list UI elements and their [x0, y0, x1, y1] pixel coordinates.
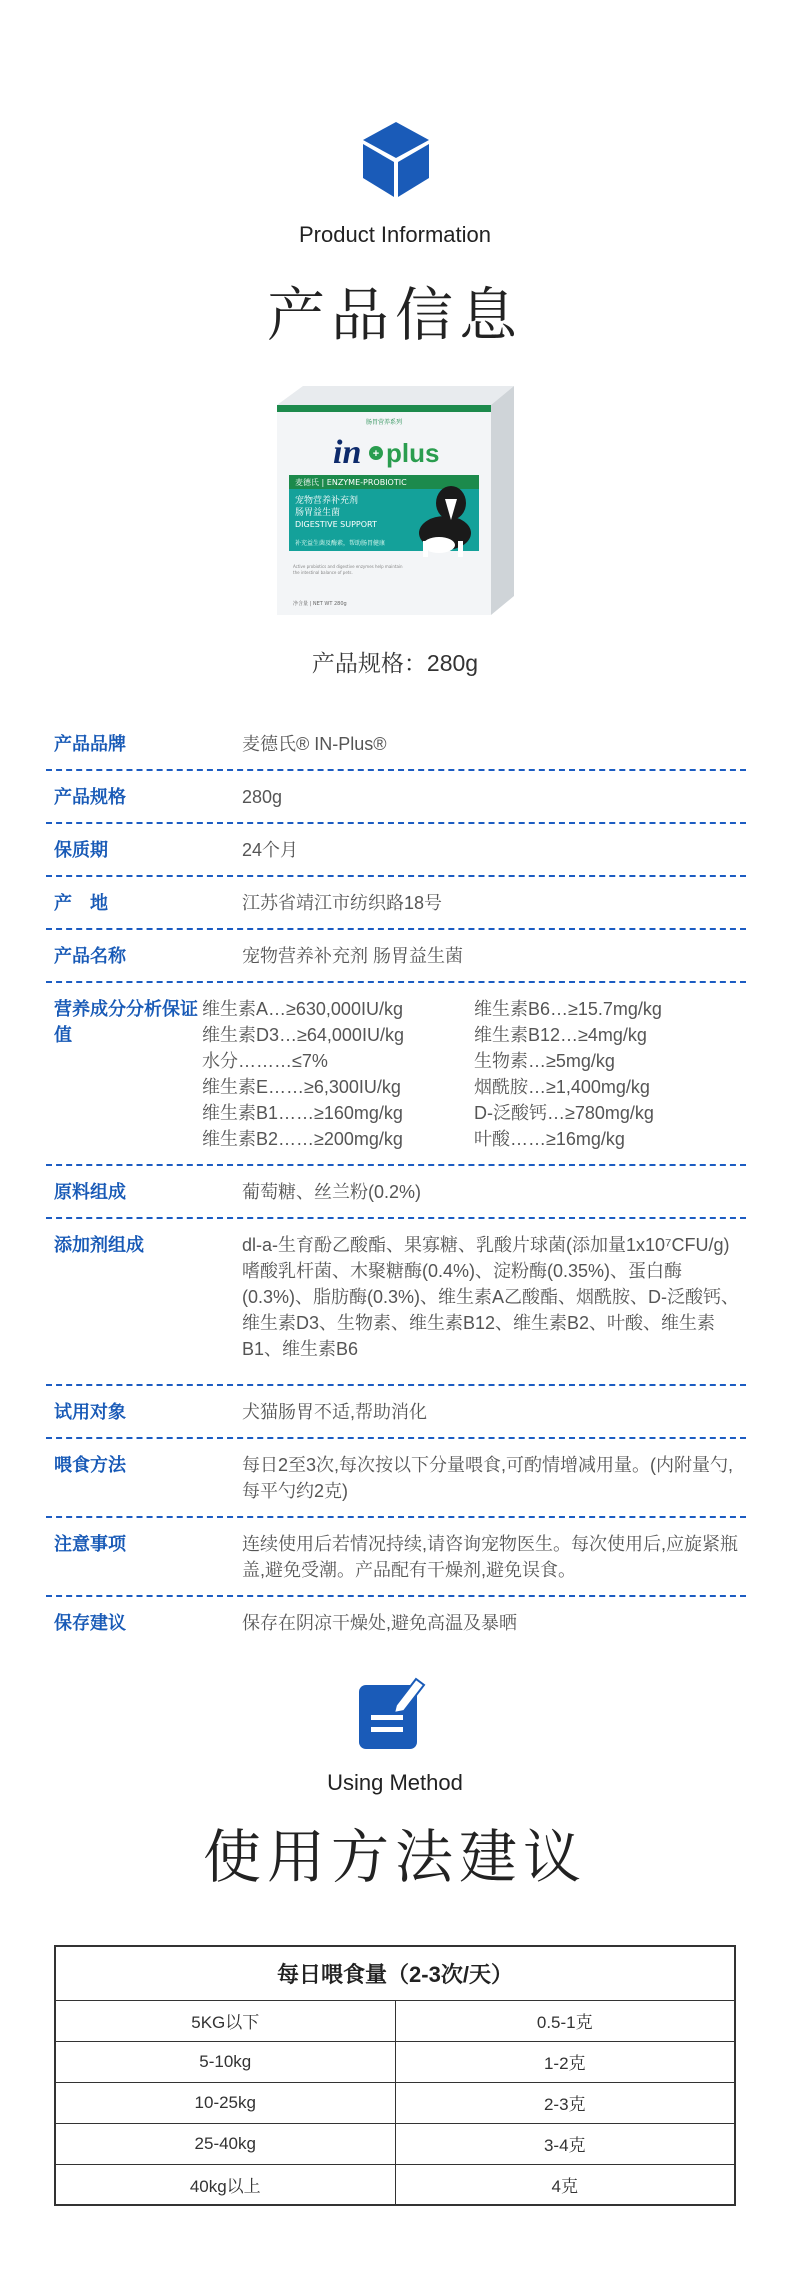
- amount-cell: 1-2克: [395, 2041, 735, 2082]
- svg-text:plus: plus: [386, 438, 440, 468]
- info-value: 每日2至3次,每次按以下分量喂食,可酌情增减用量。(内附量勺,每平勺约2克): [242, 1455, 734, 1501]
- info-label: 喂食方法: [54, 1455, 126, 1475]
- info-value: 麦德氏® IN-Plus®: [242, 734, 387, 754]
- info-label: 营养成分分析保证值: [54, 999, 198, 1045]
- info-label: 添加剂组成: [54, 1235, 144, 1255]
- svg-text:补充益生菌及酶素，帮助肠胃健康: 补充益生菌及酶素，帮助肠胃健康: [295, 540, 386, 547]
- info-label: 产品名称: [54, 946, 126, 966]
- info-label: 保质期: [54, 840, 108, 860]
- amount-cell: 2-3克: [395, 2082, 735, 2123]
- section-en-title: Using Method: [327, 1770, 463, 1795]
- info-value: 24个月: [242, 840, 299, 860]
- weight-cell: 5-10kg: [55, 2041, 395, 2082]
- amount-cell: 3-4克: [395, 2123, 735, 2164]
- info-value: 280g: [242, 787, 283, 807]
- weight-cell: 25-40kg: [55, 2123, 395, 2164]
- info-row-product-name: [46, 930, 746, 983]
- info-value: 江苏省靖江市纺织路18号: [242, 893, 443, 913]
- info-row-feeding: [46, 1439, 746, 1518]
- product-info-table: [46, 718, 746, 1648]
- info-label: 原料组成: [54, 1182, 126, 1202]
- section-en-title: Product Information: [299, 222, 491, 247]
- svg-text:DIGESTIVE SUPPORT: DIGESTIVE SUPPORT: [295, 520, 377, 529]
- info-row-shelf-life: [46, 824, 746, 877]
- svg-text:the intestinal balance of pets: the intestinal balance of pets.: [293, 570, 353, 575]
- nutrition-item: D-泛酸钙…≥780mg/kg: [474, 1103, 654, 1123]
- info-row-origin: [46, 877, 746, 930]
- section-title: 使用方法建议: [202, 1825, 587, 1890]
- nutrition-item: 水分………≤7%: [202, 1051, 328, 1071]
- svg-text:in: in: [333, 434, 362, 471]
- nutrition-item: 维生素E……≥6,300IU/kg: [202, 1077, 401, 1097]
- weight-cell: 5KG以下: [55, 2000, 395, 2041]
- cube-icon: [361, 120, 431, 198]
- table-row: [55, 2000, 735, 2041]
- nutrition-column-right: [474, 996, 746, 1152]
- nutrition-item: 维生素D3…≥64,000IU/kg: [202, 1025, 404, 1045]
- nutrition-item: 烟酰胺…≥1,400mg/kg: [474, 1077, 650, 1097]
- info-label: 产 地: [54, 893, 108, 913]
- nutrition-item: 维生素A…≥630,000IU/kg: [202, 999, 403, 1019]
- product-spec-caption: 产品规格：280g: [311, 650, 479, 676]
- info-label: 产品规格: [54, 787, 126, 807]
- table-row: [55, 2164, 735, 2205]
- info-label: 试用对象: [54, 1402, 126, 1422]
- svg-text:+: +: [372, 448, 380, 460]
- svg-text:肠胃益生菌: 肠胃益生菌: [295, 508, 341, 518]
- info-row-target: [46, 1386, 746, 1439]
- table-row: [55, 2123, 735, 2164]
- svg-text:麦德氏 | ENZYME-PROBIOTIC: 麦德氏 | ENZYME-PROBIOTIC: [295, 478, 407, 487]
- info-row-nutrition: [46, 983, 746, 1166]
- product-box-image: [273, 383, 518, 618]
- svg-text:Active probiotics and digestiv: Active probiotics and digestive enzymes help maintain: [293, 564, 403, 569]
- amount-cell: 4克: [395, 2164, 735, 2205]
- nutrition-item: 叶酸……≥16mg/kg: [474, 1129, 625, 1149]
- svg-text:净含量 | NET WT 280g: 净含量 | NET WT 280g: [293, 601, 347, 607]
- nutrition-grid: [202, 996, 746, 1152]
- info-value: 宠物营养补充剂 肠胃益生菌: [242, 946, 463, 966]
- nutrition-item: 维生素B12…≥4mg/kg: [474, 1025, 647, 1045]
- svg-text:宠物营养补充剂: 宠物营养补充剂: [295, 496, 359, 506]
- info-label: 保存建议: [54, 1613, 126, 1633]
- info-label: 注意事项: [54, 1534, 126, 1554]
- info-row-brand: [46, 718, 746, 771]
- info-label: 产品品牌: [54, 734, 126, 754]
- info-value: 连续使用后若情况持续,请咨询宠物医生。每次使用后,应旋紧瓶盖,避免受潮。产品配有干燥剂,避免误食。: [242, 1534, 738, 1580]
- feeding-amount-table: [54, 1945, 736, 2206]
- info-value: 保存在阴凉干燥处,避免高温及暴晒: [242, 1613, 517, 1633]
- nutrition-item: 维生素B6…≥15.7mg/kg: [474, 999, 662, 1019]
- amount-cell: 0.5-1克: [395, 2000, 735, 2041]
- nutrition-item: 生物素…≥5mg/kg: [474, 1051, 615, 1071]
- info-value: 葡萄糖、丝兰粉(0.2%): [242, 1182, 422, 1202]
- weight-cell: 10-25kg: [55, 2082, 395, 2123]
- section-title: 产品信息: [266, 283, 523, 348]
- table-row: [55, 2041, 735, 2082]
- info-row-spec: [46, 771, 746, 824]
- info-value: dl-a-生育酚乙酸酯、果寡糖、乳酸片球菌(添加量1x10⁷CFU/g)嗜酸乳杆菌、木聚糖酶(0.4%)、淀粉酶(0.35%)、蛋白酶(0.3%)、脂肪酶(0.3%)、维生素A乙酸酯、烟酰胺、D-泛酸钙、维生素D3、生物素、维生素B12、维生素B2、叶酸、维生素B1、维生素B6: [242, 1235, 740, 1359]
- weight-cell: 40kg以上: [55, 2164, 395, 2205]
- table-row: [55, 2082, 735, 2123]
- nutrition-item: 维生素B1……≥160mg/kg: [202, 1103, 403, 1123]
- svg-text:肠胃营养系列: 肠胃营养系列: [365, 419, 403, 426]
- info-row-additives: [46, 1219, 746, 1386]
- nutrition-item: 维生素B2……≥200mg/kg: [202, 1129, 403, 1149]
- info-row-storage: [46, 1597, 746, 1648]
- note-pencil-icon: [356, 1675, 426, 1753]
- table-header: 每日喂食量（2-3次/天）: [55, 1946, 735, 2000]
- info-row-ingredients: [46, 1166, 746, 1219]
- nutrition-column-left: [202, 996, 474, 1152]
- info-row-notes: [46, 1518, 746, 1597]
- info-value: 犬猫肠胃不适,帮助消化: [242, 1402, 427, 1422]
